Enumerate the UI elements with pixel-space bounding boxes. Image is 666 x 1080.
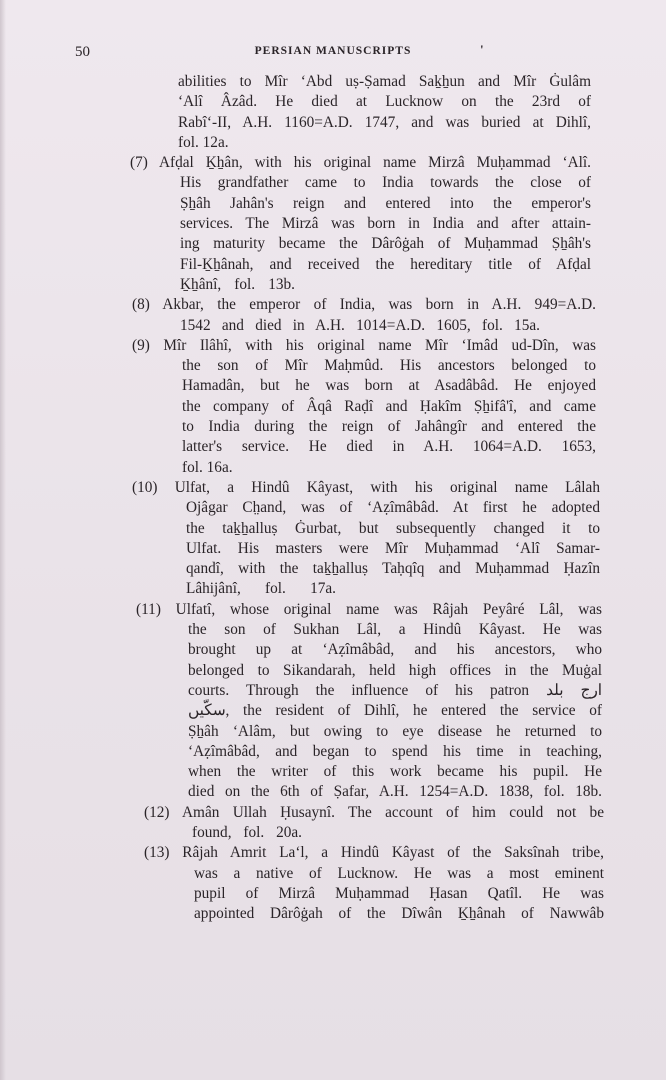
text-line xyxy=(0,295,666,315)
text-line-content: Ulfat. His masters were Mîr Muḥammad ‘Alî Samar- xyxy=(186,539,600,557)
text-line xyxy=(0,214,666,234)
text-line-content: Ṣẖâh ‘Alâm, but owing to eye disease he returned to xyxy=(188,722,602,740)
text-line-content: Ṣẖâh Jahân's reign and entered into the emperor's xyxy=(180,194,591,212)
text-line-content: Ḵẖânî, fol. 13b. xyxy=(180,275,295,293)
text-line-content: (10) Ulfat, a Hindû Kâyast, with his original name Lâlah xyxy=(132,478,600,496)
text-line-content: (12) Amân Ullah Ḥusaynî. The account of him could not be xyxy=(144,803,604,821)
text-line xyxy=(0,782,666,802)
text-line-content: fol. 16a. xyxy=(182,458,233,476)
text-line-content: pupil of Mirzâ Muḥammad Ḥasan Qatîl. He was xyxy=(194,884,604,902)
text-line xyxy=(0,722,666,742)
text-line xyxy=(0,498,666,518)
text-line-content: the son of Sukhan Lâl, a Hindû Kâyast. He was xyxy=(188,621,602,639)
text-line xyxy=(0,376,666,396)
text-line xyxy=(0,133,666,153)
text-line-content: qandî, with the taḵẖalluṣ Taḥqîq and Muḥammad Ḥazîn xyxy=(186,560,600,578)
text-line-content: the son of Mîr Maḥmûd. His ancestors belonged to xyxy=(182,357,596,375)
text-line xyxy=(0,92,666,112)
text-line xyxy=(0,336,666,356)
text-line xyxy=(0,417,666,437)
text-line-content: belonged to Sikandarah, held high offices in the Muġal xyxy=(188,661,602,679)
text-line-content: when the writer of this work became his pupil. He xyxy=(188,763,602,781)
text-line xyxy=(0,437,666,457)
text-line xyxy=(0,823,666,843)
text-line xyxy=(0,843,666,863)
text-line-content: (13) Râjah Amrit La‘l, a Hindû Kâyast of the Saksînah tribe, xyxy=(144,844,604,862)
text-line xyxy=(0,742,666,762)
text-line xyxy=(0,681,666,701)
text-line-content: (8) Akbar, the emperor of India, was born in A.H. 949=A.D. xyxy=(132,296,596,314)
header-mark: ' xyxy=(480,42,484,57)
text-line-content: His grandfather came to India towards the close of xyxy=(180,174,591,192)
text-line xyxy=(0,519,666,539)
text-line xyxy=(0,72,666,92)
text-line xyxy=(0,194,666,214)
text-line-content: the company of Âqâ Raḍî and Ḥakîm Ṣẖifâ'î, and came xyxy=(182,397,596,415)
text-line xyxy=(0,173,666,193)
text-line-content: Lâhijânî, fol. 17a. xyxy=(186,580,336,598)
text-line-content: was a native of Lucknow. He was a most eminent xyxy=(194,864,604,882)
text-line-content: found, fol. 20a. xyxy=(192,823,302,841)
text-line-content: abilities to Mîr ‘Abd uṣ-Ṣamad Saḵẖun and Mîr Ġulâm xyxy=(178,73,591,90)
text-line xyxy=(0,640,666,660)
text-line xyxy=(0,559,666,579)
text-line-content: سکّیں, the resident of Dihlî, he entered the service of xyxy=(188,702,602,720)
text-line xyxy=(0,803,666,823)
text-line-content: services. The Mirzâ was born in India and after attain- xyxy=(180,215,591,233)
text-line xyxy=(0,255,666,275)
text-line-content: died on the 6th of Ṣafar, A.H. 1254=A.D. 1838, fol. 18b. xyxy=(188,783,602,801)
text-line-content: courts. Through the influence of his patron ارج بلد xyxy=(188,681,603,699)
text-line-content: Ojâgar Ch̤and, was of ‘Aẓîmâbâd. At first he adopted xyxy=(186,499,600,517)
text-line xyxy=(0,113,666,133)
text-line xyxy=(0,762,666,782)
text-line xyxy=(0,701,666,721)
page-body xyxy=(0,72,666,924)
text-line-content: (11) Ulfatî, whose original name was Râjah Peyâré Lâl, was xyxy=(136,600,602,618)
text-line-content: to India during the reign of Jahângîr and entered the xyxy=(182,418,596,436)
text-line-content: fol. 12a. xyxy=(178,133,229,151)
text-line xyxy=(0,458,666,478)
text-line xyxy=(0,397,666,417)
text-line-content: the taḵẖalluṣ Ġurbat, but subsequently changed it to xyxy=(186,519,600,537)
text-line xyxy=(0,478,666,498)
text-line-content: ing maturity became the Dârôġah of Muḥammad Ṣẖâh's xyxy=(180,235,591,253)
text-line xyxy=(0,661,666,681)
page-number: 50 xyxy=(75,44,90,60)
text-line-content: ‘Aẓîmâbâd, and began to spend his time in teaching, xyxy=(188,742,602,760)
running-title: PERSIAN MANUSCRIPTS xyxy=(254,45,412,57)
text-line xyxy=(0,864,666,884)
text-line xyxy=(0,316,666,336)
text-line-content: brought up at ‘Aẓîmâbâd, and his ancestors, who xyxy=(188,641,602,659)
text-line-content: Rabî‘-II, A.H. 1160=A.D. 1747, and was buried at Dihlî, xyxy=(178,113,591,131)
text-line-content: 1542 and died in A.H. 1014=A.D. 1605, fol. 15a. xyxy=(180,316,540,334)
text-line xyxy=(0,579,666,599)
text-line xyxy=(0,234,666,254)
text-line-content: (9) Mîr Ilâhî, with his original name Mîr ‘Imâd ud-Dîn, was xyxy=(132,336,596,354)
text-line xyxy=(0,539,666,559)
text-line-content: latter's service. He died in A.H. 1064=A.D. 1653, xyxy=(182,438,596,456)
text-line-content: (7) Afḍal Ḵẖân, with his original name Mirzâ Muḥammad ‘Alî. xyxy=(130,154,591,172)
text-line xyxy=(0,620,666,640)
text-line-content: Hamadân, but he was born at Asadâbâd. He enjoyed xyxy=(182,377,596,395)
text-line xyxy=(0,884,666,904)
text-line-content: Fil-Ḵẖânah, and received the hereditary title of Afḍal xyxy=(180,255,591,273)
text-line-content: appointed Dârôġah of the Dîwân Ḵẖânah of Nawwâb xyxy=(194,905,604,923)
text-line xyxy=(0,356,666,376)
text-line xyxy=(0,275,666,295)
text-line xyxy=(0,904,666,924)
text-line xyxy=(0,600,666,620)
page-header xyxy=(0,44,666,62)
text-line xyxy=(0,153,666,173)
text-line-content: ‘Alî Âzâd. He died at Lucknow on the 23rd of xyxy=(178,93,591,111)
